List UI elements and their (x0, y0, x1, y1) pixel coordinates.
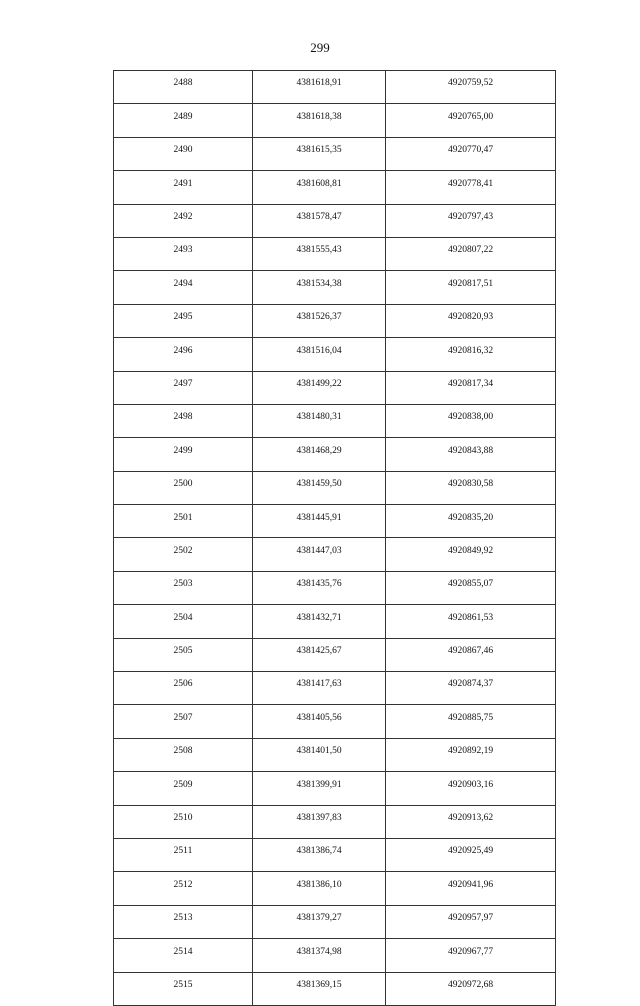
x-coordinate-cell: 4381618,38 (253, 104, 386, 137)
y-coordinate-cell: 4920957,97 (386, 905, 556, 938)
x-coordinate-cell: 4381399,91 (253, 772, 386, 805)
y-coordinate-cell: 4920835,20 (386, 505, 556, 538)
x-coordinate-cell: 4381397,83 (253, 805, 386, 838)
y-coordinate-cell: 4920820,93 (386, 304, 556, 337)
y-coordinate-cell: 4920765,00 (386, 104, 556, 137)
x-coordinate-cell: 4381405,56 (253, 705, 386, 738)
x-coordinate-cell: 4381425,67 (253, 638, 386, 671)
y-coordinate-cell: 4920817,51 (386, 271, 556, 304)
y-coordinate-cell: 4920816,32 (386, 338, 556, 371)
table-row (114, 705, 556, 738)
table-row (114, 538, 556, 571)
point-number-cell: 2503 (114, 571, 253, 604)
y-coordinate-cell: 4920843,88 (386, 438, 556, 471)
y-coordinate-cell: 4920874,37 (386, 672, 556, 705)
x-coordinate-cell: 4381432,71 (253, 605, 386, 638)
point-number-cell: 2491 (114, 171, 253, 204)
point-number-cell: 2509 (114, 772, 253, 805)
x-coordinate-cell: 4381447,03 (253, 538, 386, 571)
x-coordinate-cell: 4381618,91 (253, 71, 386, 104)
table-row (114, 271, 556, 304)
point-number-cell: 2511 (114, 838, 253, 871)
table-row (114, 905, 556, 938)
x-coordinate-cell: 4381379,27 (253, 905, 386, 938)
coordinates-table (113, 70, 556, 1006)
point-number-cell: 2504 (114, 605, 253, 638)
table-row (114, 672, 556, 705)
table-row (114, 805, 556, 838)
y-coordinate-cell: 4920892,19 (386, 738, 556, 771)
point-number-cell: 2497 (114, 371, 253, 404)
x-coordinate-cell: 4381445,91 (253, 505, 386, 538)
x-coordinate-cell: 4381578,47 (253, 204, 386, 237)
x-coordinate-cell: 4381608,81 (253, 171, 386, 204)
y-coordinate-cell: 4920797,43 (386, 204, 556, 237)
coordinates-table-body (114, 71, 556, 1006)
point-number-cell: 2506 (114, 672, 253, 705)
point-number-cell: 2500 (114, 471, 253, 504)
y-coordinate-cell: 4920807,22 (386, 237, 556, 270)
point-number-cell: 2515 (114, 972, 253, 1005)
x-coordinate-cell: 4381516,04 (253, 338, 386, 371)
y-coordinate-cell: 4920849,92 (386, 538, 556, 571)
x-coordinate-cell: 4381480,31 (253, 404, 386, 437)
table-row (114, 872, 556, 905)
point-number-cell: 2510 (114, 805, 253, 838)
y-coordinate-cell: 4920903,16 (386, 772, 556, 805)
table-row (114, 939, 556, 972)
y-coordinate-cell: 4920885,75 (386, 705, 556, 738)
point-number-cell: 2496 (114, 338, 253, 371)
y-coordinate-cell: 4920817,34 (386, 371, 556, 404)
x-coordinate-cell: 4381534,38 (253, 271, 386, 304)
table-row (114, 304, 556, 337)
x-coordinate-cell: 4381526,37 (253, 304, 386, 337)
y-coordinate-cell: 4920967,77 (386, 939, 556, 972)
point-number-cell: 2512 (114, 872, 253, 905)
table-row (114, 838, 556, 871)
x-coordinate-cell: 4381369,15 (253, 972, 386, 1005)
table-row (114, 338, 556, 371)
point-number-cell: 2498 (114, 404, 253, 437)
point-number-cell: 2508 (114, 738, 253, 771)
table-row (114, 104, 556, 137)
y-coordinate-cell: 4920838,00 (386, 404, 556, 437)
table-row (114, 571, 556, 604)
table-row (114, 972, 556, 1005)
y-coordinate-cell: 4920941,96 (386, 872, 556, 905)
x-coordinate-cell: 4381386,74 (253, 838, 386, 871)
table-row (114, 438, 556, 471)
point-number-cell: 2492 (114, 204, 253, 237)
y-coordinate-cell: 4920972,68 (386, 972, 556, 1005)
y-coordinate-cell: 4920867,46 (386, 638, 556, 671)
point-number-cell: 2499 (114, 438, 253, 471)
point-number-cell: 2489 (114, 104, 253, 137)
table-row (114, 204, 556, 237)
point-number-cell: 2502 (114, 538, 253, 571)
table-row (114, 772, 556, 805)
table-row (114, 371, 556, 404)
table-row (114, 137, 556, 170)
x-coordinate-cell: 4381417,63 (253, 672, 386, 705)
table-row (114, 404, 556, 437)
point-number-cell: 2490 (114, 137, 253, 170)
y-coordinate-cell: 4920861,53 (386, 605, 556, 638)
point-number-cell: 2513 (114, 905, 253, 938)
x-coordinate-cell: 4381499,22 (253, 371, 386, 404)
point-number-cell: 2514 (114, 939, 253, 972)
point-number-cell: 2505 (114, 638, 253, 671)
x-coordinate-cell: 4381555,43 (253, 237, 386, 270)
point-number-cell: 2494 (114, 271, 253, 304)
y-coordinate-cell: 4920830,58 (386, 471, 556, 504)
table-row (114, 605, 556, 638)
point-number-cell: 2493 (114, 237, 253, 270)
table-row (114, 171, 556, 204)
point-number-cell: 2488 (114, 71, 253, 104)
x-coordinate-cell: 4381401,50 (253, 738, 386, 771)
y-coordinate-cell: 4920855,07 (386, 571, 556, 604)
table-row (114, 71, 556, 104)
page-number: 299 (310, 40, 330, 55)
table-row (114, 638, 556, 671)
point-number-cell: 2507 (114, 705, 253, 738)
x-coordinate-cell: 4381459,50 (253, 471, 386, 504)
x-coordinate-cell: 4381374,98 (253, 939, 386, 972)
y-coordinate-cell: 4920925,49 (386, 838, 556, 871)
point-number-cell: 2495 (114, 304, 253, 337)
y-coordinate-cell: 4920770,47 (386, 137, 556, 170)
table-row (114, 738, 556, 771)
point-number-cell: 2501 (114, 505, 253, 538)
x-coordinate-cell: 4381435,76 (253, 571, 386, 604)
y-coordinate-cell: 4920778,41 (386, 171, 556, 204)
table-row (114, 505, 556, 538)
x-coordinate-cell: 4381468,29 (253, 438, 386, 471)
y-coordinate-cell: 4920913,62 (386, 805, 556, 838)
x-coordinate-cell: 4381615,35 (253, 137, 386, 170)
table-row (114, 471, 556, 504)
table-row (114, 237, 556, 270)
x-coordinate-cell: 4381386,10 (253, 872, 386, 905)
y-coordinate-cell: 4920759,52 (386, 71, 556, 104)
